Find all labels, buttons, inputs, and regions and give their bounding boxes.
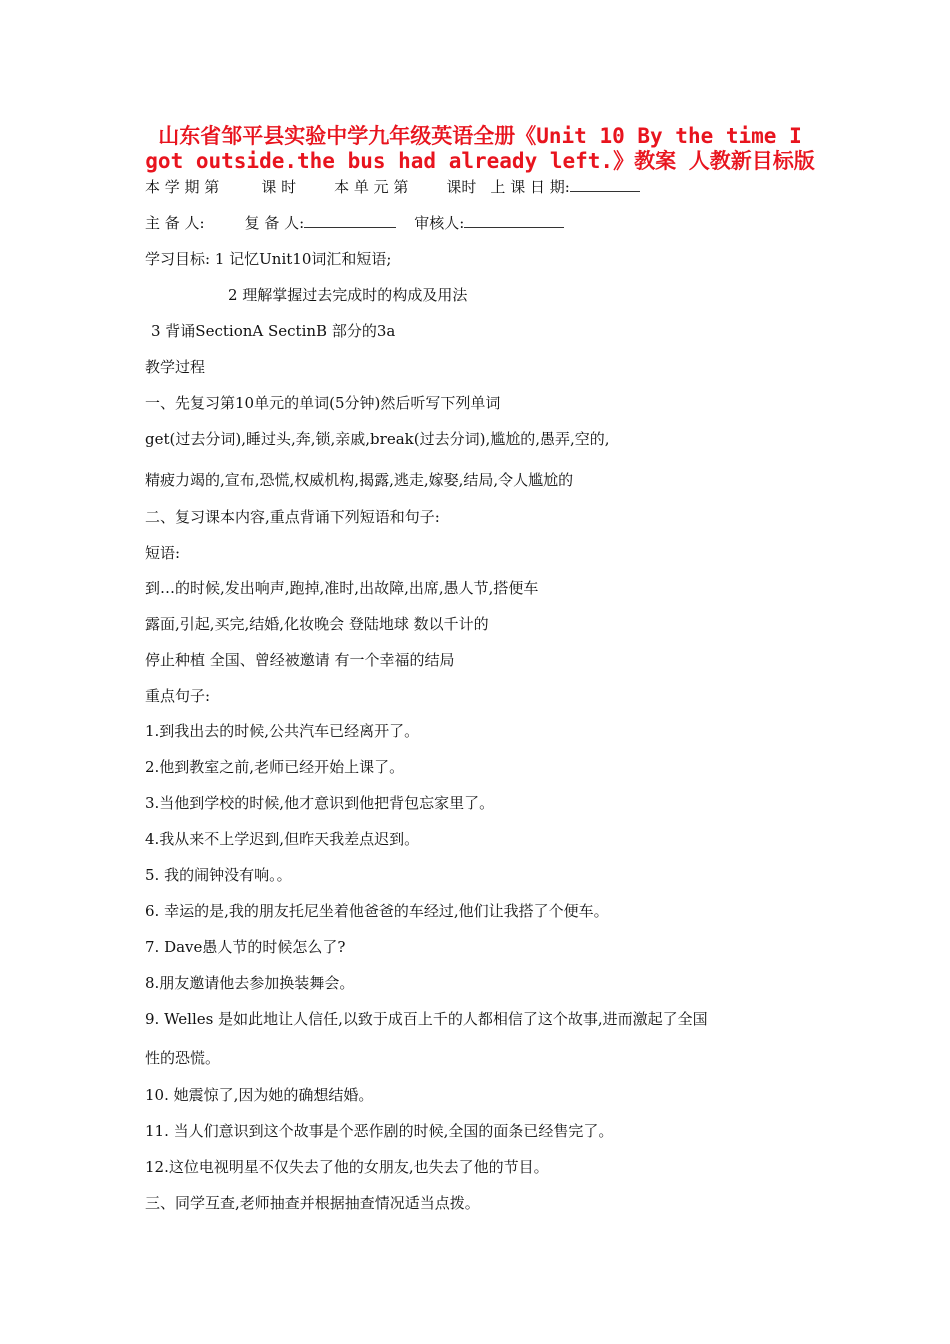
lesson-info-row [145,177,640,197]
process-heading: 教学过程 [145,358,206,376]
sentence-10: 10. 她震惊了,因为她的确想结婚。 [145,1086,374,1104]
unit-label: 本 单 元 第 [334,178,409,196]
sentence-9: 9. Welles 是如此地让人信任,以致于成百上千的人都相信了这个故事,进而激起了全国 [145,1010,708,1028]
sentence-3: 3.当他到学校的时候,他才意识到他把背包忘家里了。 [145,794,495,812]
semester-label: 本 学 期 第 [145,178,220,196]
phrases-label: 短语: [145,544,181,562]
objectives-row-1 [145,249,391,269]
lesson-unit-label: 课 时 [261,178,297,196]
preparers-row [145,213,564,233]
sentence-7: 7. Dave愚人节的时候怎么了? [145,938,346,956]
objectives-label: 学习目标: [145,250,211,268]
phrase-line-3: 停止种植 全国、曾经被邀请 有一个幸福的结局 [145,651,455,669]
section1-words-line-1: get(过去分词),睡过头,奔,锁,亲戚,break(过去分词),尴尬的,愚弄,空的, [145,430,610,448]
sentence-8: 8.朋友邀请他去参加换装舞会。 [145,974,355,992]
sentence-6: 6. 幸运的是,我的朋友托尼坐着他爸爸的车经过,他们让我搭了个便车。 [145,902,609,920]
section1-words-line-2: 精疲力竭的,宣布,恐慌,权威机构,揭露,逃走,嫁娶,结局,令人尴尬的 [145,471,574,489]
reviewer-label: 审核人: [414,214,465,232]
co-preparer-label: 复 备 人: [244,214,305,232]
date-blank [570,177,640,192]
sentence-1: 1.到我出去的时候,公共汽车已经离开了。 [145,722,420,740]
reviewer-blank [464,213,564,228]
objective-item-3: 3 背诵SectionA SectinB 部分的3a [151,322,396,340]
sentence-9-continued: 性的恐慌。 [145,1049,221,1067]
objective-item-2: 2 理解掌握过去完成时的构成及用法 [228,286,468,304]
objective-item-1: 1 记忆Unit10词汇和短语; [214,250,392,268]
title-line-2: got outside.the bus had already left.》教案 人教新目标版 [145,149,815,173]
sentences-label: 重点句子: [145,687,211,705]
preparer-label: 主 备 人: [145,214,205,232]
title-line-1: 山东省邹平县实验中学九年级英语全册《Unit 10 By the time I [158,124,802,148]
co-preparer-blank [304,213,396,228]
sentence-4: 4.我从来不上学迟到,但昨天我差点迟到。 [145,830,420,848]
document-title [120,124,840,174]
sentence-11: 11. 当人们意识到这个故事是个恶作剧的时候,全国的面条已经售完了。 [145,1122,614,1140]
section2-heading: 二、复习课本内容,重点背诵下列短语和句子: [145,508,440,526]
sentence-12: 12.这位电视明星不仅失去了他的女朋友,也失去了他的节目。 [145,1158,549,1176]
section3-heading: 三、同学互查,老师抽查并根据抽查情况适当点拨。 [145,1194,480,1212]
phrase-line-1: 到…的时候,发出响声,跑掉,准时,出故障,出席,愚人节,搭便车 [145,579,539,597]
section1-heading: 一、先复习第10单元的单词(5分钟)然后听写下列单词 [145,394,501,412]
sentence-5: 5. 我的闹钟没有响。。 [145,866,292,884]
lesson-unit-label-2: 课时 [446,178,477,196]
sentence-2: 2.他到教室之前,老师已经开始上课了。 [145,758,405,776]
date-label: 上 课 日 期: [490,178,570,196]
phrase-line-2: 露面,引起,买完,结婚,化妆晚会 登陆地球 数以千计的 [145,615,489,633]
